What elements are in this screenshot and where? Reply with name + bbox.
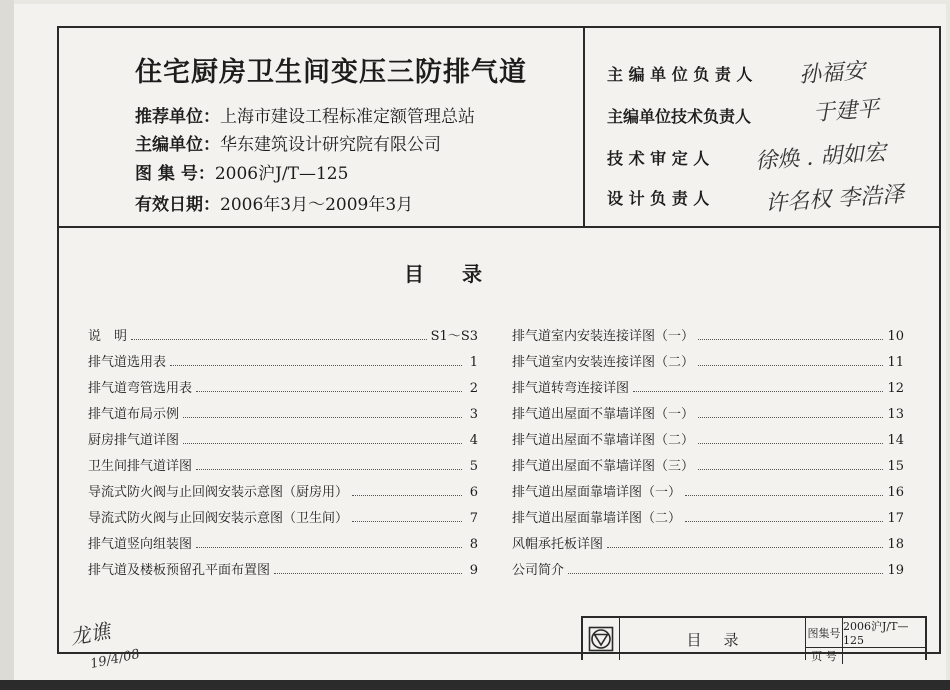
scan-edge [0, 680, 950, 690]
institute-logo-icon [588, 626, 614, 652]
toc-entry[interactable]: 排气道室内安装连接详图（二） 11 [512, 355, 904, 370]
title-block-fields [806, 618, 925, 663]
handwritten-signature: 于建平 [812, 96, 880, 127]
toc-heading: 目录 [404, 262, 520, 286]
toc-entry[interactable]: 排气道出屋面靠墙详图（二） 17 [512, 511, 904, 526]
toc-entry[interactable]: 厨房排气道详图 4 [88, 433, 478, 448]
handwritten-signature: 许名权 李浩泽 [764, 182, 905, 217]
handwritten-name-note: 龙谯 [68, 618, 113, 650]
atlas-number-value: 2006沪J/T—125 [843, 620, 909, 647]
header-info [59, 28, 585, 226]
toc-entry[interactable]: 排气道弯管选用表 2 [88, 381, 478, 396]
toc-entry[interactable]: 公司简介 19 [512, 563, 904, 578]
toc-entry[interactable]: 排气道室内安装连接详图（一） 10 [512, 329, 904, 344]
toc-entry[interactable]: 排气道竖向组装图 8 [88, 537, 478, 552]
toc-entry[interactable]: 排气道转弯连接详图 12 [512, 381, 904, 396]
toc-left-column [88, 318, 478, 578]
toc-right-column [512, 318, 904, 578]
logo-cell [583, 618, 620, 660]
toc-entry[interactable]: 排气道出屋面不靠墙详图（二） 14 [512, 433, 904, 448]
header-block [59, 28, 939, 228]
toc-entry[interactable]: 排气道出屋面靠墙详图（一） 16 [512, 485, 904, 500]
signature-row: 设 计 负 责 人 许名权 李浩泽 [607, 186, 709, 216]
page-number-value [843, 648, 925, 664]
toc-entry[interactable]: 排气道选用表 1 [88, 355, 478, 370]
title-block-title: 目录 [620, 618, 806, 660]
binding-strip [0, 0, 14, 690]
toc-entry[interactable]: 导流式防火阀与止回阀安装示意图（厨房用） 6 [88, 485, 478, 500]
meta-valid-date: 有效日期：2006年3月～2009年3月 [135, 195, 414, 215]
handwritten-date-note: 19/4/08 [88, 646, 142, 673]
meta-atlas-number: 图 集 号：2006沪J/T—125 [135, 164, 349, 184]
toc-entry[interactable]: 排气道出屋面不靠墙详图（一） 13 [512, 407, 904, 422]
signature-block [585, 28, 939, 226]
meta-recommending-unit: 推荐单位：上海市建设工程标准定额管理总站 [135, 107, 475, 127]
handwritten-signature: 徐焕 . 胡如宏 [754, 140, 887, 175]
atlas-title: 住宅厨房卫生间变压三防排气道 [135, 57, 527, 88]
signature-row: 技 术 审 定 人 徐焕 . 胡如宏 [607, 146, 709, 176]
handwritten-signature: 孙福安 [798, 58, 866, 89]
title-block [581, 616, 927, 663]
signature-row: 主编单位技术负责人 于建平 [607, 104, 751, 134]
toc-entry[interactable]: 说 明 S1～S3 [88, 329, 478, 344]
toc-entry[interactable]: 卫生间排气道详图 5 [88, 459, 478, 474]
signature-row: 主 编 单 位 负 责 人 孙福安 [607, 62, 752, 92]
toc-entry[interactable]: 排气道出屋面不靠墙详图（三） 15 [512, 459, 904, 474]
toc-entry[interactable]: 风帽承托板详图 18 [512, 537, 904, 552]
toc-entry[interactable]: 排气道布局示例 3 [88, 407, 478, 422]
page-number-label: 页 号 [806, 648, 843, 664]
toc-entry[interactable]: 导流式防火阀与止回阀安装示意图（卫生间） 7 [88, 511, 478, 526]
toc-entry[interactable]: 排气道及楼板预留孔平面布置图 9 [88, 563, 478, 578]
atlas-number-label: 图集号 [806, 618, 843, 647]
meta-chief-editor-unit: 主编单位：华东建筑设计研究院有限公司 [135, 135, 441, 155]
